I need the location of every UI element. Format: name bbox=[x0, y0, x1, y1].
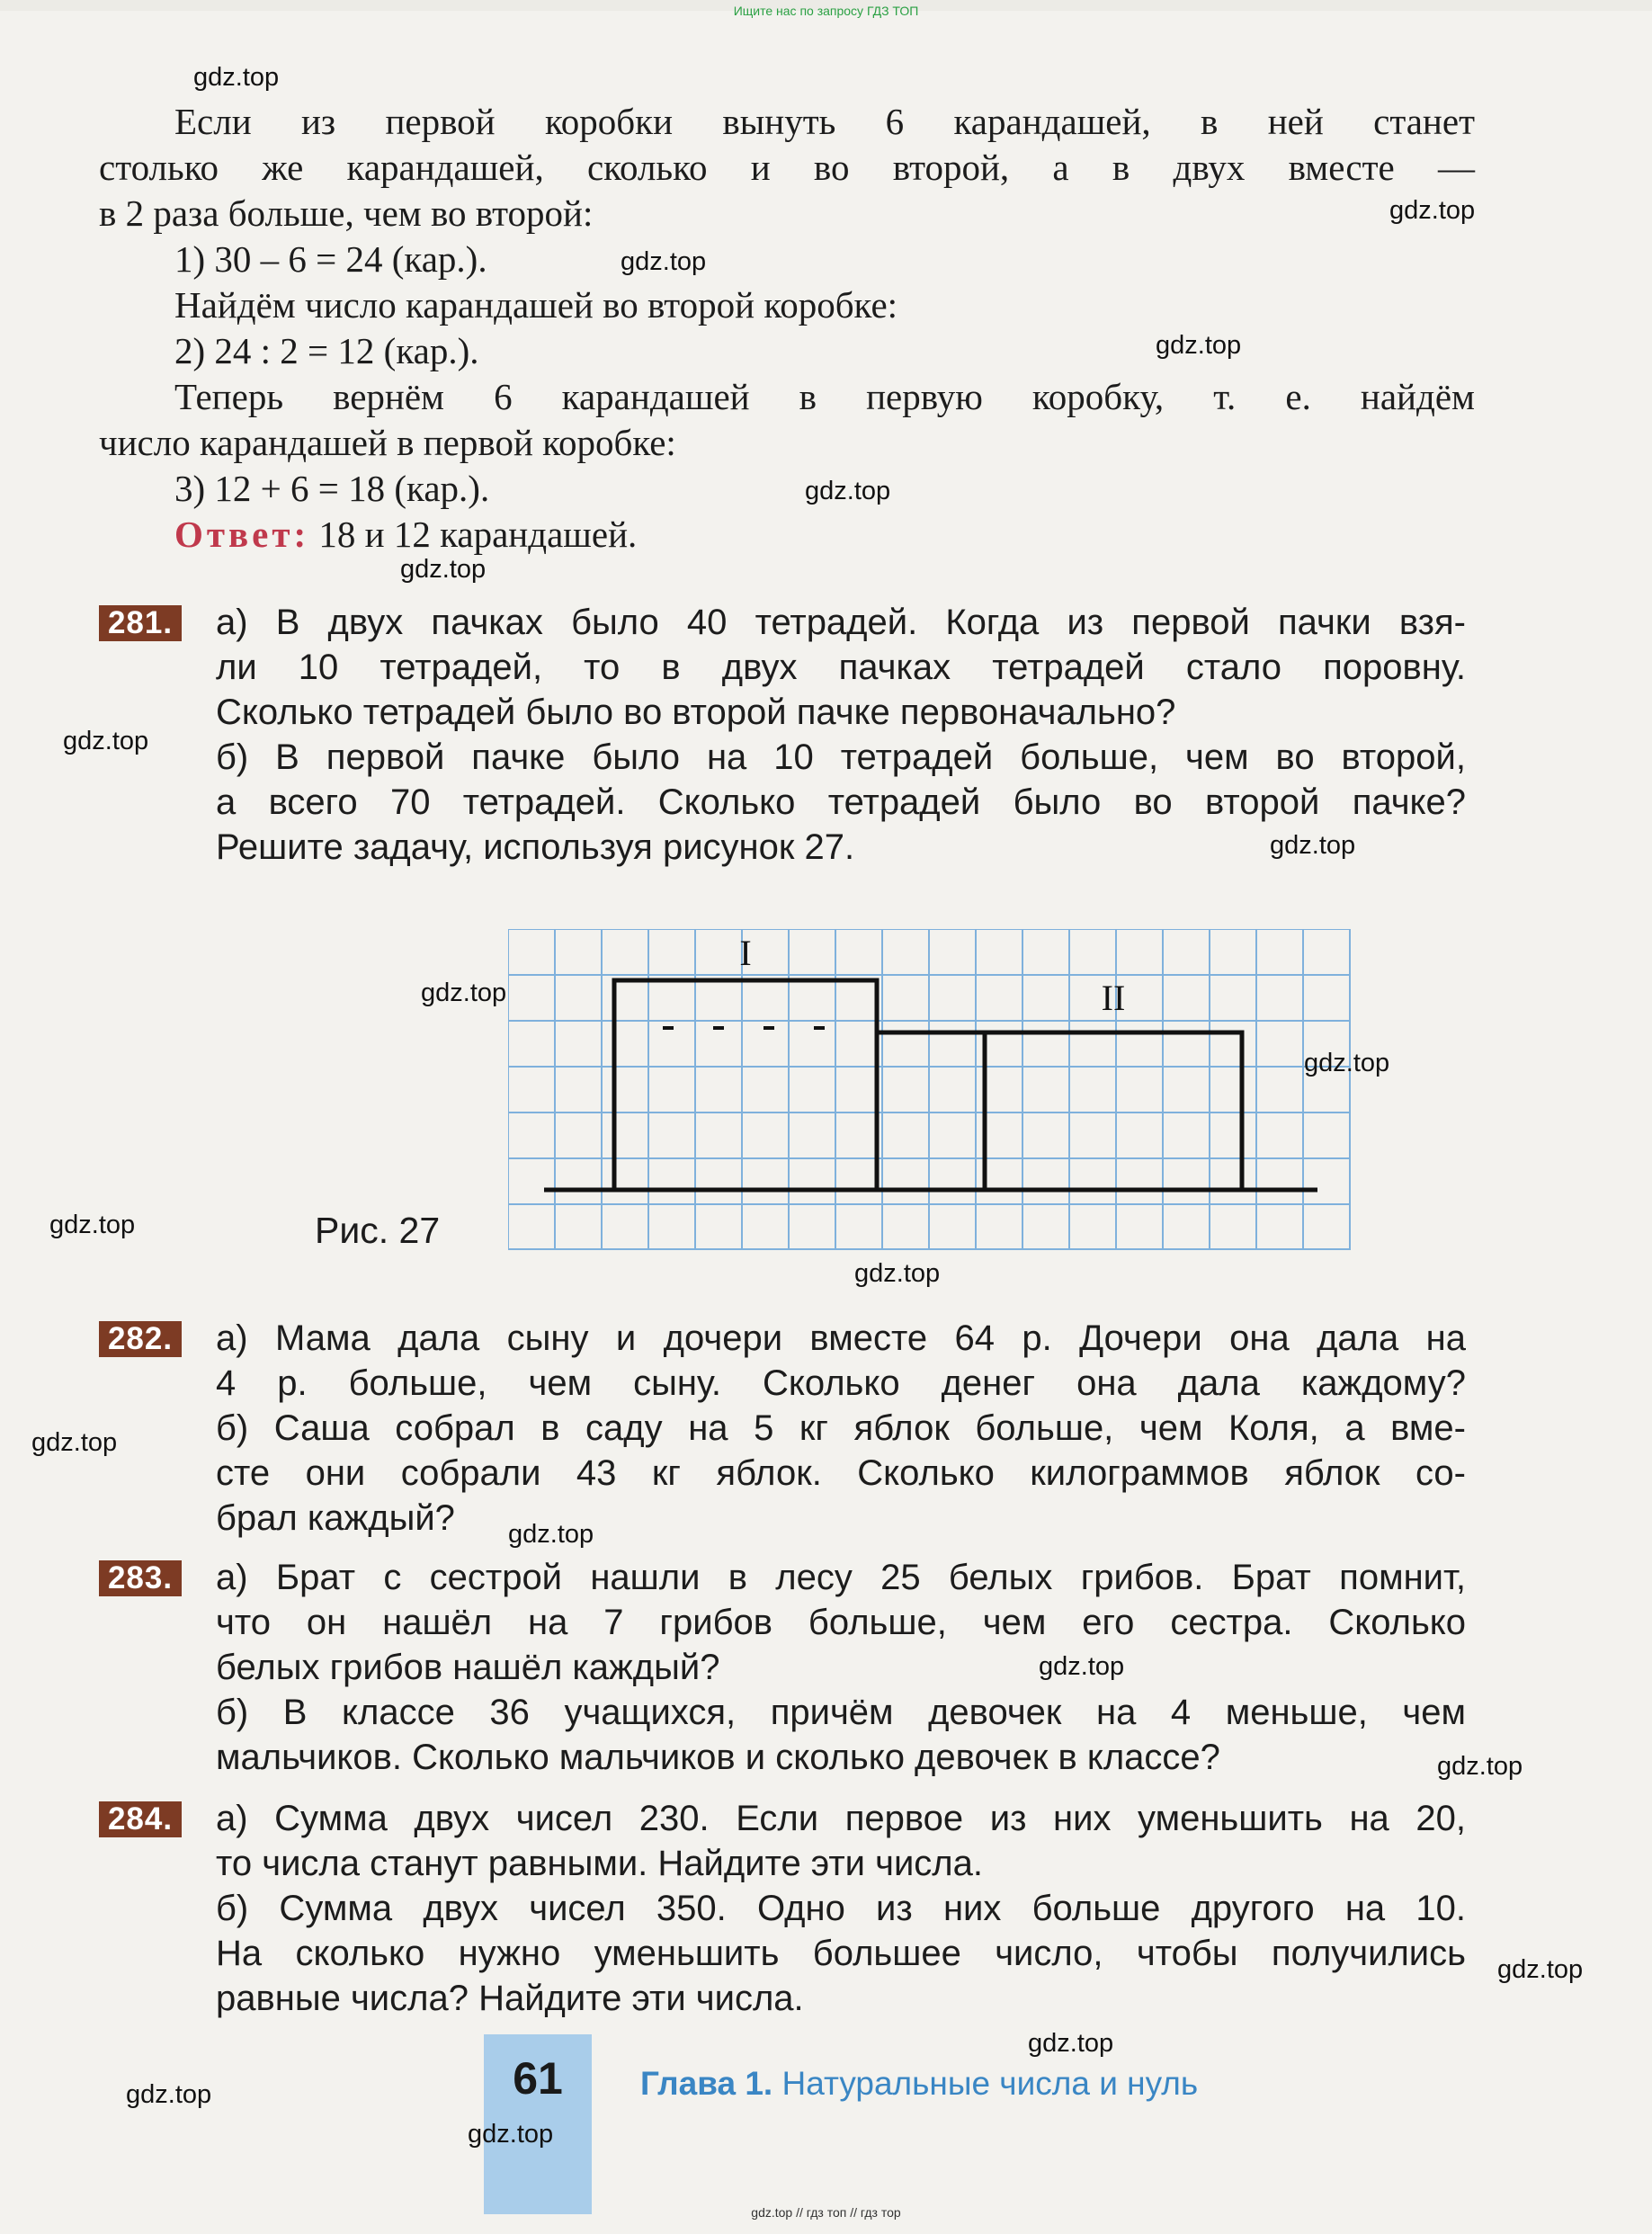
answer-text: 18 и 12 карандашей. bbox=[309, 514, 638, 555]
grid-lines bbox=[508, 929, 1350, 1249]
chapter-name: Натуральные числа и нуль bbox=[772, 2065, 1199, 2102]
solution-line: Найдём число карандашей во второй коробке: bbox=[174, 284, 898, 326]
header-note: Ищите нас по запросу ГДЗ ТОП bbox=[733, 4, 919, 18]
solution-line: 1) 30 – 6 = 24 (кар.). bbox=[174, 238, 487, 280]
problem-line: б) В классе 36 учащихся, причём девочек на 4 меньше, чем bbox=[216, 1693, 1466, 1732]
chapter-label: Глава 1. bbox=[640, 2065, 773, 2102]
problem-line: а всего 70 тетрадей. Сколько тетрадей было во второй пачке? bbox=[216, 782, 1466, 822]
problem-282-text bbox=[216, 1316, 1466, 1541]
problem-284-text bbox=[216, 1796, 1466, 2021]
watermark: gdz.top bbox=[49, 1211, 136, 1239]
problem-number-283: 283. bbox=[99, 1560, 182, 1596]
watermark: gdz.top bbox=[1497, 1955, 1584, 1984]
figure-caption: Рис. 27 bbox=[315, 1210, 441, 1251]
watermark: gdz.top bbox=[1039, 1652, 1125, 1681]
problem-number-282: 282. bbox=[99, 1321, 182, 1357]
problem-line: а) Мама дала сыну и дочери вместе 64 р. Дочери она дала на bbox=[216, 1318, 1466, 1358]
watermark: gdz.top bbox=[193, 63, 280, 92]
problem-line: Решите задачу, используя рисунок 27. bbox=[216, 827, 855, 867]
problem-281-text bbox=[216, 600, 1466, 870]
watermark: gdz.top bbox=[400, 555, 487, 584]
page-number: 61 bbox=[513, 2053, 563, 2104]
watermark: gdz.top bbox=[854, 1259, 941, 1288]
figure-label-first: I bbox=[739, 933, 752, 973]
problem-line: брал каждый? bbox=[216, 1498, 455, 1538]
problem-line: мальчиков. Сколько мальчиков и сколько девочек в классе? bbox=[216, 1738, 1220, 1777]
solution-line: в 2 раза больше, чем во второй: bbox=[99, 192, 594, 234]
solution-line: столько же карандашей, сколько и во второй, а в двух вместе — bbox=[99, 147, 1475, 188]
problem-line: то числа станут равными. Найдите эти числа. bbox=[216, 1844, 983, 1883]
solution-line: Если из первой коробки вынуть 6 карандашей, в ней станет bbox=[174, 101, 1475, 142]
solution-block bbox=[99, 99, 1475, 558]
problem-line: ли 10 тетрадей, то в двух пачках тетрадей стало поровну. bbox=[216, 648, 1466, 687]
watermark: gdz.top bbox=[1270, 831, 1356, 860]
watermark: gdz.top bbox=[421, 978, 507, 1007]
problem-line: а) Брат с сестрой нашли в лесу 25 белых грибов. Брат помнит, bbox=[216, 1558, 1466, 1597]
figure-27-diagram bbox=[508, 929, 1353, 1253]
problem-line: а) В двух пачках было 40 тетрадей. Когда из первой пачки взя- bbox=[216, 603, 1466, 642]
problem-line: б) Сумма двух чисел 350. Одно из них больше другого на 10. bbox=[216, 1889, 1466, 1928]
chapter-title bbox=[640, 2065, 1198, 2103]
watermark: gdz.top bbox=[1156, 331, 1242, 360]
watermark: gdz.top bbox=[63, 727, 149, 755]
watermark: gdz.top bbox=[31, 1428, 118, 1457]
watermark: gdz.top bbox=[1437, 1752, 1523, 1781]
problem-283-text bbox=[216, 1555, 1466, 1780]
figure-27 bbox=[508, 929, 1353, 1257]
footer-note: gdz.top // гдз топ // гдз тор bbox=[751, 2205, 901, 2220]
figure-label-second: II bbox=[1101, 978, 1126, 1018]
problem-line: сте они собрали 43 кг яблок. Сколько килограммов яблок со- bbox=[216, 1453, 1466, 1493]
problem-number-284: 284. bbox=[99, 1801, 182, 1837]
problem-line: 4 р. больше, чем сыну. Сколько денег она дала каждому? bbox=[216, 1363, 1466, 1403]
solution-line: Теперь вернём 6 карандашей в первую коробку, т. е. найдём bbox=[174, 376, 1475, 417]
watermark: gdz.top bbox=[126, 2080, 212, 2109]
watermark: gdz.top bbox=[508, 1520, 594, 1549]
solution-line: 3) 12 + 6 = 18 (кар.). bbox=[174, 468, 490, 509]
problem-number-281: 281. bbox=[99, 605, 182, 641]
problem-line: что он нашёл на 7 грибов больше, чем его сестра. Сколько bbox=[216, 1603, 1466, 1642]
watermark: gdz.top bbox=[1028, 2029, 1114, 2058]
answer-line bbox=[99, 512, 1475, 558]
problem-line: б) В первой пачке было на 10 тетрадей больше, чем во второй, bbox=[216, 737, 1466, 777]
problem-line: а) Сумма двух чисел 230. Если первое из них уменьшить на 20, bbox=[216, 1799, 1466, 1838]
watermark: gdz.top bbox=[1304, 1049, 1390, 1077]
watermark: gdz.top bbox=[805, 477, 891, 505]
problem-line: белых грибов нашёл каждый? bbox=[216, 1648, 720, 1687]
watermark: gdz.top bbox=[1389, 196, 1476, 225]
solution-line: 2) 24 : 2 = 12 (кар.). bbox=[174, 330, 479, 371]
answer-label: Ответ: bbox=[174, 514, 310, 555]
problem-line: Сколько тетрадей было во второй пачке первоначально? bbox=[216, 693, 1176, 732]
problem-line: б) Саша собрал в саду на 5 кг яблок больше, чем Коля, а вме- bbox=[216, 1408, 1466, 1448]
solution-line: число карандашей в первой коробке: bbox=[99, 422, 676, 463]
problem-line: равные числа? Найдите эти числа. bbox=[216, 1979, 804, 2018]
watermark: gdz.top bbox=[468, 2120, 554, 2149]
problem-line: На сколько нужно уменьшить большее число, чтобы получились bbox=[216, 1934, 1466, 1973]
watermark: gdz.top bbox=[621, 247, 707, 276]
